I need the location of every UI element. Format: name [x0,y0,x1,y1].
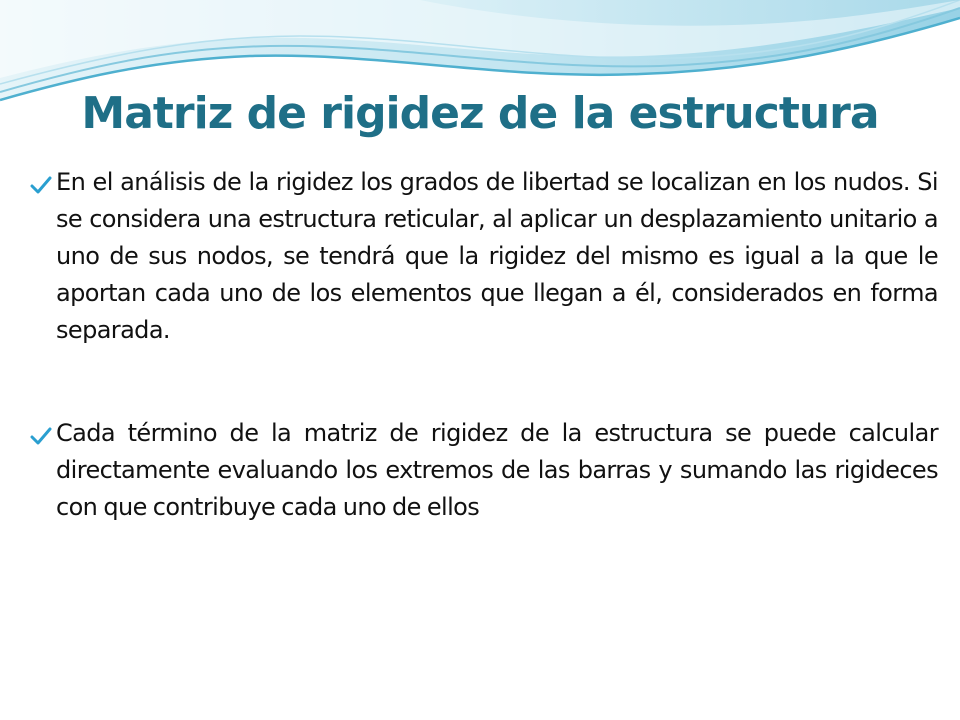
bullet-text: En el análisis de la rigidez los grados de libertad se localizan en los nudos. Si se considera una estructura reticular, al aplicar un desplazamiento unitario a uno de sus nodos, se tendrá que la rigidez del mismo es igual a la que le aportan cada uno de los elementos que llegan a él, considerados en forma separada. [56,168,938,344]
slide-title: Matriz de rigidez de la estructura [81,88,879,139]
checkmark-icon [30,175,52,195]
bullet-text: Cada término de la matriz de rigidez de la estructura se puede calcular directamente evaluando los extremos de las barras y sumando las rigideces con que contribuye cada uno de ellos [56,419,938,521]
bullet-list [22,164,938,526]
bullet-item [22,164,938,349]
bullet-item [22,415,938,526]
checkmark-icon [30,426,52,446]
